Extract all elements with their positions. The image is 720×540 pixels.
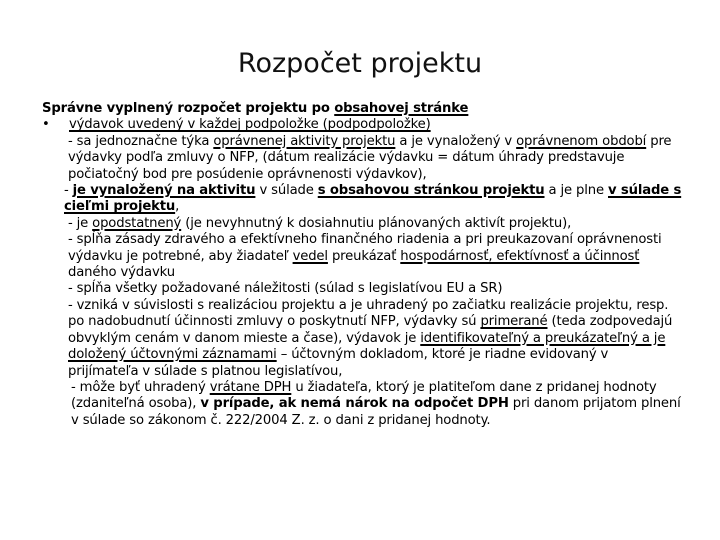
text-span: (je nevyhnutný k dosiahnutiu plánovaných aktivít projektu),: [181, 215, 572, 231]
underlined-span: oprávnenej aktivity projektu: [213, 133, 396, 149]
text-span: - spĺňa všetky požadované náležitosti (súlad s legislatívou EU a SR): [68, 281, 503, 297]
text-span: pre výdavky podľa zmluvy o NFP, (dátum realizácie výdavku = dátum úhrady predstavuje počiatočný bod pre posúdenie oprávnenosti výdavkov),: [68, 133, 672, 182]
text-span: (teda zodpovedajú obvyklým cenám v danom mieste a čase), výdavok je: [68, 314, 673, 346]
text-span: ,: [175, 199, 180, 215]
intro-text: Správne vyplnený rozpočet projektu po: [42, 101, 335, 116]
paragraph-requirements: [42, 281, 682, 297]
paragraph-activity-alignment: [42, 183, 682, 216]
bold-span: v prípade, ak nemá nárok na odpočet DPH: [200, 396, 509, 412]
bold-underlined-span: s obsahovou stránkou projektu: [317, 183, 545, 199]
text-span: - je: [68, 215, 93, 231]
intro-underlined: obsahovej stránke: [334, 101, 469, 116]
bullet-icon: •: [42, 117, 50, 133]
text-span: -: [64, 183, 73, 199]
text-span: daného výdavku: [68, 265, 175, 281]
text-span: a je plne: [544, 183, 608, 199]
paragraph-realization: [42, 298, 682, 380]
slide-body: [42, 101, 682, 429]
text-span: v súlade: [255, 183, 318, 199]
underlined-span: opodstatnený: [92, 215, 182, 231]
bold-underlined-span: v súlade s cieľmi projektu: [64, 183, 682, 215]
text-span: u žiadateľa, ktorý je platiteľom dane z pridanej hodnoty (zdaniteľná osoba),: [71, 379, 657, 412]
text-span: - vzniká v súvislosti s realizáciou projektu a je uhradený po začiatku realizácie projektu, resp. po nadobudnutí účinnosti zmluvy o poskytnutí NFP, výdavky sú: [68, 297, 669, 330]
text-span: – účtovným dokladom, ktoré je riadne evidovaný v prijímateľa v súlade s platnou legislatívou,: [68, 347, 609, 379]
underlined-span: oprávnenom období: [516, 133, 647, 149]
text-span: preukázať: [327, 248, 401, 264]
paragraph-financial-management: [42, 232, 682, 281]
text-span: pri danom prijatom plnení v súlade so zákonom č. 222/2004 Z. z. o dani z pridanej hodnoty.: [71, 396, 681, 428]
text-span: - sa jednoznačne týka: [68, 133, 214, 149]
underlined-span: vedel: [292, 248, 328, 264]
text-span: a je vynaložený v: [395, 133, 517, 149]
paragraph-justified: [42, 216, 682, 232]
intro-paragraph: [42, 101, 682, 117]
bullet-text: výdavok uvedený v každej podpoložke (podpodpoložke): [69, 117, 431, 133]
underlined-span: hospodárnosť, efektívnosť a účinnosť: [400, 248, 640, 264]
underlined-span: identifikovateľný a preukázateľný a je doložený účtovnými záznamami: [68, 330, 666, 363]
text-span: - spĺňa zásady zdravého a efektívneho finančného riadenia a pri preukazovaní oprávnenosti výdavku je potrebné, aby žiadateľ: [68, 232, 662, 264]
text-span: - môže byť uhradený: [71, 379, 210, 395]
bold-underlined-span: je vynaložený na aktivitu: [72, 183, 256, 199]
bullet-item: [42, 117, 682, 133]
underlined-span: primerané: [480, 314, 548, 330]
underlined-span: vrátane DPH: [209, 379, 292, 395]
paragraph-vat: [42, 380, 682, 429]
paragraph-eligible-activity: [42, 134, 682, 183]
slide-title: Rozpočet projektu: [237, 48, 483, 79]
